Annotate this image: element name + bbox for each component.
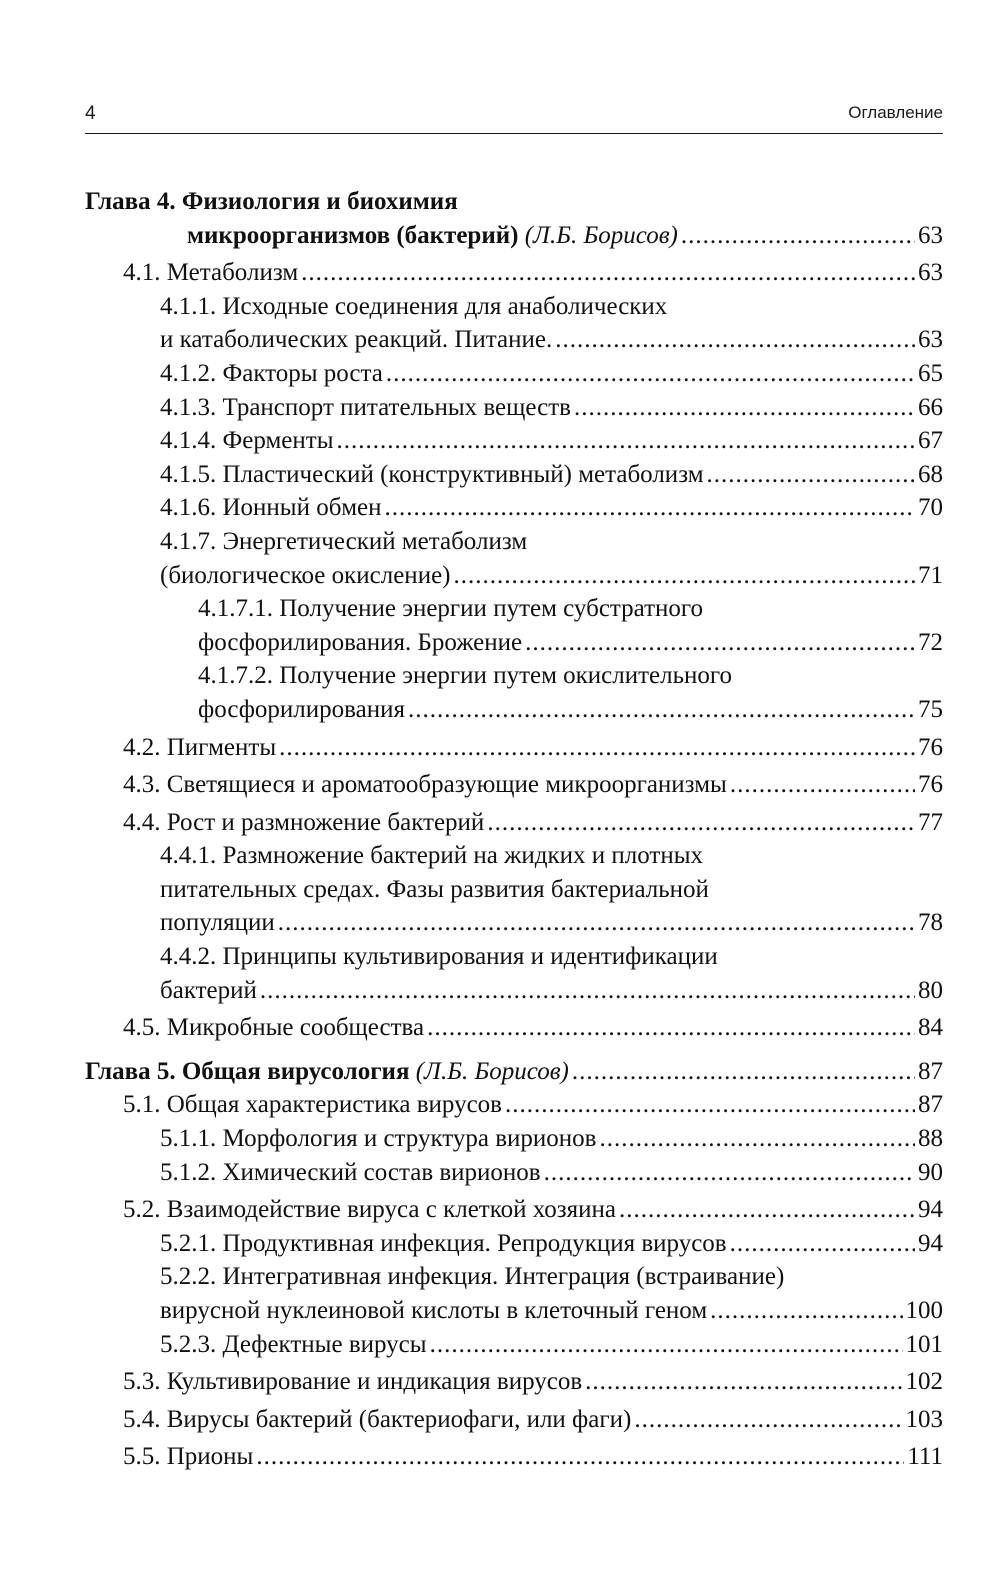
entry-title: 4.1.5. Пластический (конструктивный) метаболизм <box>160 460 704 488</box>
dot-leader <box>430 1328 903 1362</box>
entry-page: 77 <box>918 808 943 836</box>
entry-title-line1: 5.2.2. Интегративная инфекция. Интеграция (встраивание) <box>160 1263 785 1291</box>
dot-leader <box>386 357 915 391</box>
entry-page: 78 <box>918 909 943 937</box>
toc-entry-4-1-4 <box>160 424 943 458</box>
page-number: 4 <box>85 103 96 124</box>
chapter-4-author: (Л.Б. Борисов) <box>524 221 678 249</box>
entry-page: 76 <box>918 771 943 799</box>
dot-leader <box>681 219 915 253</box>
toc-entry-4-3 <box>123 768 943 802</box>
chapter-5-page: 87 <box>918 1057 943 1085</box>
entry-title: 5.4. Вирусы бактерий (бактериофаги, или фаги) <box>123 1405 632 1433</box>
entry-page: 75 <box>918 695 943 723</box>
toc-entry-4-1-7-1 <box>198 626 943 660</box>
entry-title: (биологическое окисление) <box>160 561 451 589</box>
chapter-4-title-line2: микроорганизмов (бактерий) <box>187 221 519 249</box>
entry-title: 4.1.2. Факторы роста <box>160 359 383 387</box>
entry-title: 4.2. Пигменты <box>123 733 277 761</box>
entry-page: 66 <box>918 393 943 421</box>
chapter-4-title-line1: Глава 4. Физиология и биохимия <box>85 188 458 215</box>
entry-title-line1: 4.1.1. Исходные соединения для анаболических <box>160 292 668 320</box>
toc-entry-4-4 <box>123 806 943 840</box>
toc-entry-5-1 <box>123 1088 943 1122</box>
toc-entry-5-2-1 <box>160 1227 943 1261</box>
dot-leader <box>408 693 915 727</box>
dot-leader <box>454 559 916 593</box>
entry-title-line1: 4.1.7.1. Получение энергии путем субстратного <box>198 595 704 623</box>
entry-page: 90 <box>918 1158 943 1186</box>
entry-title-line1: 4.1.7. Энергетический метаболизм <box>160 527 528 555</box>
dot-leader <box>427 1011 915 1045</box>
dot-leader <box>574 391 915 425</box>
entry-page: 102 <box>905 1368 943 1396</box>
entry-title: 5.2.3. Дефектные вирусы <box>160 1330 427 1358</box>
entry-page: 70 <box>918 494 943 522</box>
toc-entry-4-1-7 <box>160 559 943 593</box>
dot-leader <box>572 1055 915 1089</box>
dot-leader <box>279 731 915 765</box>
entry-title: 5.2. Взаимодействие вируса с клеткой хозяина <box>123 1196 616 1224</box>
entry-page: 94 <box>918 1229 943 1257</box>
dot-leader <box>505 1088 915 1122</box>
entry-title: 5.5. Прионы <box>123 1443 254 1471</box>
dot-leader <box>301 256 915 290</box>
toc-entry-5-5 <box>123 1440 943 1474</box>
entry-title: 4.4. Рост и размножение бактерий <box>123 808 485 836</box>
toc-entry-5-1-2 <box>160 1156 943 1190</box>
entry-title: фосфорилирования <box>198 695 405 723</box>
entry-page: 63 <box>918 326 943 354</box>
entry-title: 4.3. Светящиеся и ароматообразующие микроорганизмы <box>123 771 727 799</box>
entry-page: 87 <box>918 1091 943 1119</box>
dot-leader <box>487 806 915 840</box>
entry-title-line2: питательных средах. Фазы развития бактериальной <box>160 875 709 903</box>
dot-leader <box>634 1403 902 1437</box>
dot-leader <box>619 1193 915 1227</box>
dot-leader <box>730 1227 915 1261</box>
toc-entry-5-2 <box>123 1193 943 1227</box>
dot-leader <box>544 1156 915 1190</box>
toc-entry-5-2-3 <box>160 1328 943 1362</box>
entry-page: 88 <box>918 1125 943 1153</box>
toc-entry-4-1-1 <box>160 323 943 357</box>
entry-page: 63 <box>918 259 943 287</box>
entry-page: 111 <box>907 1443 943 1471</box>
toc-entry-4-2 <box>123 731 943 765</box>
entry-title: 5.2.1. Продуктивная инфекция. Репродукция вирусов <box>160 1229 727 1257</box>
entry-page: 101 <box>905 1330 943 1358</box>
toc-entry-4-1-3 <box>160 391 943 425</box>
toc-entry-4-1-6 <box>160 491 943 525</box>
running-header <box>85 103 943 134</box>
dot-leader <box>337 424 916 458</box>
chapter-5-entry <box>85 1055 943 1089</box>
entry-title: бактерий <box>160 976 257 1004</box>
entry-title: вирусной нуклеиновой кислоты в клеточный геном <box>160 1297 708 1324</box>
toc-entry-4-4-2 <box>160 974 943 1008</box>
entry-page: 67 <box>918 427 943 455</box>
entry-page: 84 <box>918 1014 943 1042</box>
chapter-5-title: Глава 5. Общая вирусология <box>85 1057 410 1085</box>
entry-page: 71 <box>918 561 943 589</box>
entry-page: 65 <box>918 359 943 387</box>
entry-title: 4.5. Микробные сообщества <box>123 1014 425 1042</box>
entry-title: 5.3. Культивирование и индикация вирусов <box>123 1368 583 1396</box>
toc-entry-4-4-1 <box>160 906 943 940</box>
dot-leader <box>710 1294 902 1328</box>
dot-leader <box>585 1365 902 1399</box>
table-of-contents <box>85 185 943 1474</box>
entry-title-line1: 4.4.2. Принципы культивирования и идентификации <box>160 943 718 971</box>
toc-entry-4-1-2 <box>160 357 943 391</box>
toc-entry-5-2-2 <box>160 1294 943 1328</box>
entry-page: 72 <box>918 628 943 656</box>
entry-title: 4.1.4. Ферменты <box>160 427 334 455</box>
dot-leader <box>525 626 915 660</box>
entry-title: фосфорилирования. Брожение <box>198 628 523 656</box>
toc-entry-4-5 <box>123 1011 943 1045</box>
dot-leader <box>278 906 915 940</box>
entry-title: 5.1.2. Химический состав вирионов <box>160 1158 541 1186</box>
dot-leader <box>599 1122 915 1156</box>
entry-page: 94 <box>918 1196 943 1224</box>
toc-entry-4-1 <box>123 256 943 290</box>
dot-leader <box>385 491 915 525</box>
entry-title-line1: 4.1.7.2. Получение энергии путем окислительного <box>198 662 733 690</box>
dot-leader <box>707 458 915 492</box>
toc-entry-5-1-1 <box>160 1122 943 1156</box>
toc-entry-4-1-5 <box>160 458 943 492</box>
entry-title: 4.1.6. Ионный обмен <box>160 494 382 522</box>
entry-title: 5.1.1. Морфология и структура вирионов <box>160 1125 597 1153</box>
toc-entry-4-1-7-2 <box>198 693 943 727</box>
dot-leader <box>730 768 915 802</box>
entry-title: 4.1.3. Транспорт питательных веществ <box>160 393 571 421</box>
chapter-4-entry <box>187 219 943 253</box>
chapter-4-page: 63 <box>918 221 943 249</box>
toc-entry-5-4 <box>123 1403 943 1437</box>
entry-page: 68 <box>918 460 943 488</box>
entry-page: 80 <box>918 976 943 1004</box>
entry-title: и катаболических реакций. Питание. <box>160 326 553 354</box>
toc-entry-5-3 <box>123 1365 943 1399</box>
entry-title-line1: 4.4.1. Размножение бактерий на жидких и плотных <box>160 842 704 870</box>
dot-leader <box>256 1440 904 1474</box>
entry-title: 5.1. Общая характеристика вирусов <box>123 1091 502 1119</box>
chapter-5-author: (Л.Б. Борисов) <box>415 1057 569 1085</box>
dot-leader <box>555 323 915 357</box>
entry-title: популяции <box>160 909 275 937</box>
entry-page: 100 <box>905 1297 943 1324</box>
running-title: Оглавление <box>848 103 943 122</box>
entry-page: 76 <box>918 733 943 761</box>
entry-page: 103 <box>905 1405 943 1433</box>
dot-leader <box>260 974 915 1008</box>
entry-title: 4.1. Метаболизм <box>123 259 299 287</box>
